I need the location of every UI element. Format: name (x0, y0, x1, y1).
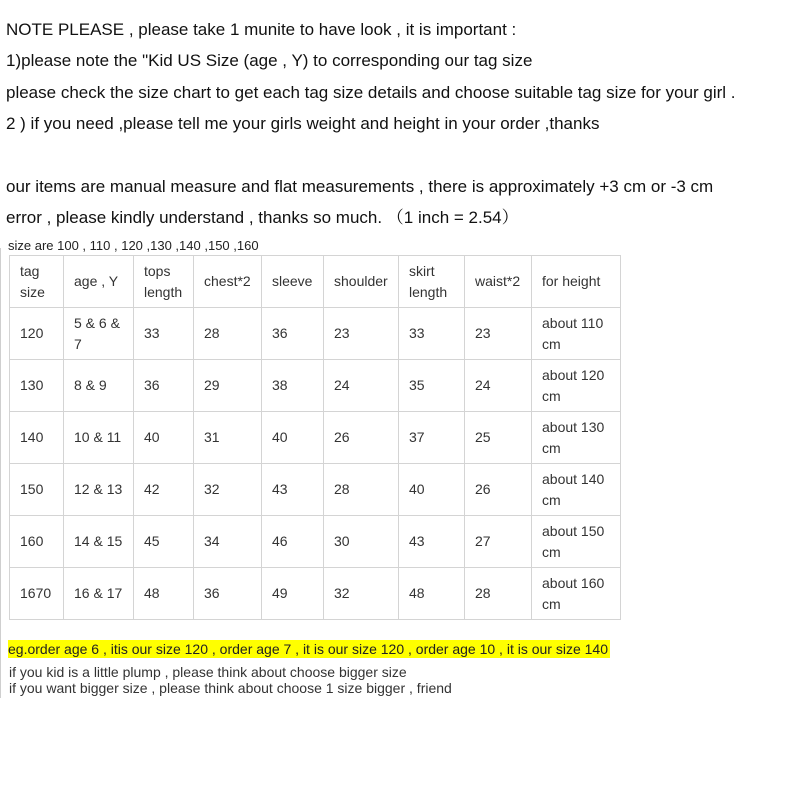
table-cell: 140 (10, 412, 64, 464)
table-header-cell: skirt length (399, 256, 465, 308)
table-cell: 29 (194, 360, 262, 412)
table-cell: about 150 cm (532, 516, 621, 568)
table-header-cell: tag size (10, 256, 64, 308)
table-header-cell: chest*2 (194, 256, 262, 308)
table-header-cell: tops length (134, 256, 194, 308)
table-cell: 40 (134, 412, 194, 464)
table-cell: 23 (465, 308, 532, 360)
table-cell: 45 (134, 516, 194, 568)
table-cell: 49 (262, 568, 324, 620)
note-line-4: 2 ) if you need ,please tell me your girls weight and height in your order ,thanks (6, 114, 600, 133)
table-cell: 36 (194, 568, 262, 620)
table-cell: 48 (134, 568, 194, 620)
table-row (10, 412, 621, 464)
note-line-1: NOTE PLEASE , please take 1 munite to have look , it is important : (6, 20, 517, 39)
table-row (10, 308, 621, 360)
table-cell: 27 (465, 516, 532, 568)
table-cell: 26 (324, 412, 399, 464)
size-list: size are 100 , 110 , 120 ,130 ,140 ,150 ,160 (8, 238, 259, 253)
table-cell: 28 (465, 568, 532, 620)
table-cell: 28 (194, 308, 262, 360)
table-header-row (10, 256, 621, 308)
table-cell: 8 & 9 (64, 360, 134, 412)
table-cell: 43 (399, 516, 465, 568)
table-header-cell: for height (532, 256, 621, 308)
table-cell: about 130 cm (532, 412, 621, 464)
table-cell: 1670 (10, 568, 64, 620)
table-cell: 40 (399, 464, 465, 516)
table-cell: about 140 cm (532, 464, 621, 516)
table-cell: 38 (262, 360, 324, 412)
table-cell: 31 (194, 412, 262, 464)
table-cell: 36 (134, 360, 194, 412)
table-cell: 48 (399, 568, 465, 620)
table-cell: 35 (399, 360, 465, 412)
table-cell: 34 (194, 516, 262, 568)
table-row (10, 516, 621, 568)
table-header-cell: age , Y (64, 256, 134, 308)
table-cell: 10 & 11 (64, 412, 134, 464)
table-cell: about 120 cm (532, 360, 621, 412)
tip-bigger-size: if you want bigger size , please think about choose 1 size bigger , friend (9, 680, 452, 696)
table-cell: 43 (262, 464, 324, 516)
table-cell: 28 (324, 464, 399, 516)
table-header-cell: sleeve (262, 256, 324, 308)
table-row (10, 568, 621, 620)
tip-plump: if you kid is a little plump , please think about choose bigger size (9, 664, 407, 680)
table-cell: 25 (465, 412, 532, 464)
table-cell: 150 (10, 464, 64, 516)
table-cell: 42 (134, 464, 194, 516)
table-cell: 14 & 15 (64, 516, 134, 568)
table-cell: 130 (10, 360, 64, 412)
table-cell: 33 (134, 308, 194, 360)
table-cell: about 160 cm (532, 568, 621, 620)
table-cell: about 110 cm (532, 308, 621, 360)
table-cell: 33 (399, 308, 465, 360)
table-cell: 36 (262, 308, 324, 360)
table-cell: 23 (324, 308, 399, 360)
table-cell: 160 (10, 516, 64, 568)
table-cell: 37 (399, 412, 465, 464)
table-header-cell: shoulder (324, 256, 399, 308)
table-cell: 40 (262, 412, 324, 464)
table-header-cell: waist*2 (465, 256, 532, 308)
table-cell: 46 (262, 516, 324, 568)
table-cell: 24 (465, 360, 532, 412)
table-cell: 24 (324, 360, 399, 412)
table-row (10, 464, 621, 516)
table-cell: 16 & 17 (64, 568, 134, 620)
table-cell: 30 (324, 516, 399, 568)
note-line-3: please check the size chart to get each tag size details and choose suitable tag size for your girl . (6, 83, 736, 102)
note-line-5: our items are manual measure and flat measurements , there is approximately +3 cm or -3 cm (6, 177, 714, 196)
note-line-6: error , please kindly understand , thanks so much. （1 inch = 2.54） (6, 208, 519, 227)
table-cell: 120 (10, 308, 64, 360)
note-line-2: 1)please note the "Kid US Size (age , Y) to corresponding our tag size (6, 51, 533, 70)
table-cell: 26 (465, 464, 532, 516)
table-row (10, 360, 621, 412)
table-cell: 32 (194, 464, 262, 516)
table-cell: 12 & 13 (64, 464, 134, 516)
size-chart-table (9, 255, 621, 620)
table-cell: 5 & 6 & 7 (64, 308, 134, 360)
left-divider (0, 248, 1, 698)
table-cell: 32 (324, 568, 399, 620)
example-highlight: eg.order age 6 , itis our size 120 , order age 7 , it is our size 120 , order age 10 , it is our size 140 (8, 641, 608, 657)
